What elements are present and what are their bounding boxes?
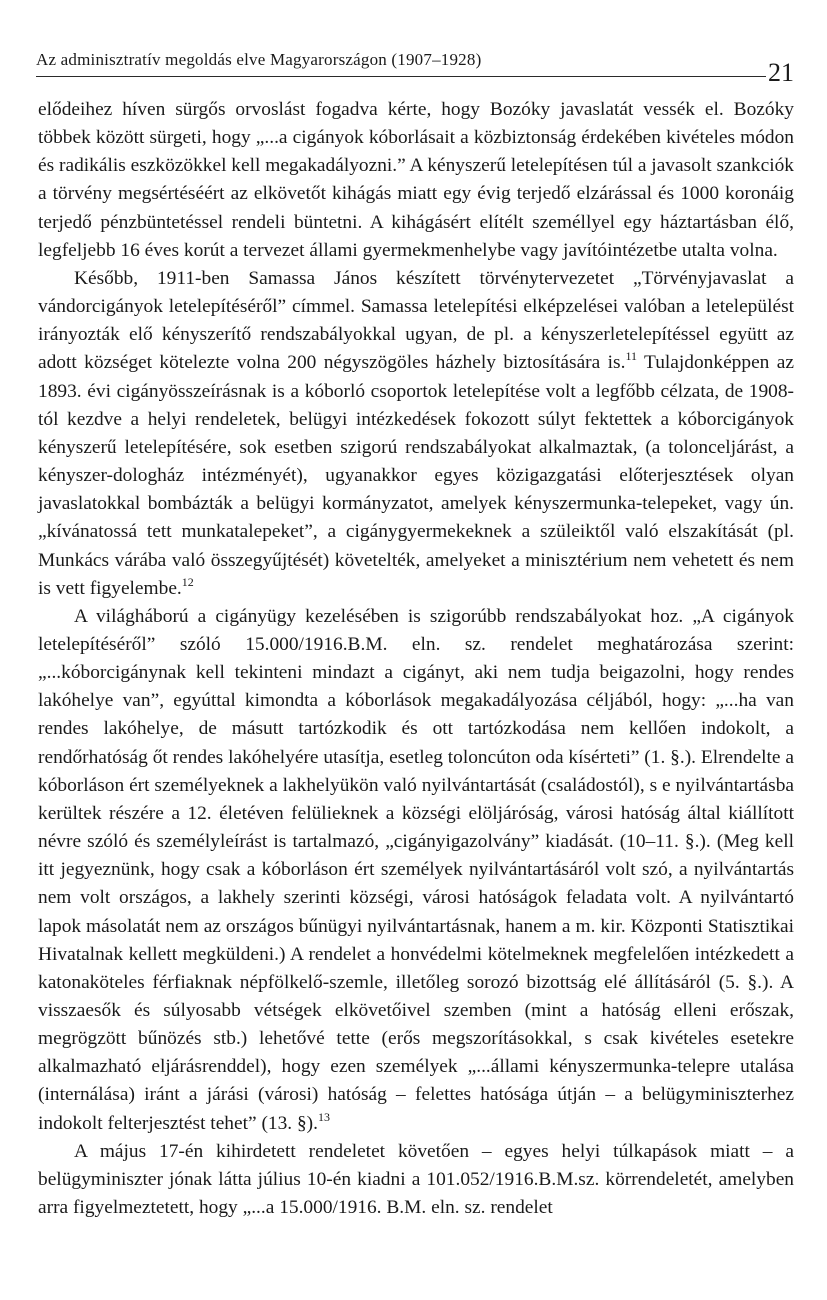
text-run: Később, 1911-ben Samassa János készített törvénytervezetet „Törvényjavaslat a vándorcigányok letelepítéséről” címmel. Samassa letelepítési elképzelései valóban a letelepülést irányozták elő kényszerítő rendszabályokkal ugyan, de pl. a kényszerletelepítéssel együtt az adott községet kötelezte volna 200 négyszögöles házhely biztosítására is. (38, 267, 794, 374)
text-run: Tulajdonképpen az 1893. évi cigányösszeírásnak is a kóborló csoportok letelepítése volt a legfőbb célzata, de 1908-tól kezdve a helyi rendeletek, belügyi intézkedések fokozott súlyt fektettek a kóborcigányok kényszerű letelepítésére, sok esetben szigorú rendszabályokat alkalmaztak, (a tolonceljárást, a kényszer-dologház intézményét), ugyanakkor egyes közigazgatási előterjesztések olyan javaslatokkal bombázták a belügyi kormányzatot, amelyek kényszermunka-telepeket, vagy ún. „kívánatossá tett munkatalepeket”, a cigánygyermekeknek a szüleiktől való elszakítását (pl. Munkács várába való összegyűjtését) követelték, amelyeket a minisztérium nem vehetett és nem is vett figyelembe. (38, 352, 794, 599)
text-run: A május 17-én kihirdetett rendeletet követően – egyes helyi túlkapások miatt – a belügyminiszter jónak látta július 10-én kiadni a 101.052/1916.B.M.sz. körrendeletét, amelyben arra figyelmeztetett, hogy „...a 15.000/1916. B.M. eln. sz. rendelet (38, 1140, 794, 1219)
paragraph-continuation (38, 96, 794, 265)
footnote-ref: 11 (625, 349, 637, 364)
text-run: elődeihez híven sürgős orvoslást fogadva kérte, hogy Bozóky javaslatát vessék el. Bozóky többek között sürgeti, hogy „...a cigányok kóborlásait a közbiztonság érdekében kivételes módon és radikális eszközökkel kell megakadályozni.” A kényszerű letelepítésen túl a javasolt szankciók a törvény megsértéséért az elkövetőt kihágás miatt egy évig terjedő elzárással és 1000 koronáig terjedő pénzbüntetéssel rendeli büntetni. A kihágásért elítélt személlyel egy háztartásban élő, legfeljebb 16 éves korút a tervezet állami gyermekmenhelybe vagy javítóintézetbe utalta volna. (38, 99, 794, 261)
text-run: A világháború a cigányügy kezelésében is szigorúbb rendszabályokat hoz. „A cigányok letelepítéséről” szóló 15.000/1916.B.M. eln. sz. rendelet meghatározása szerint: „...kóborcigánynak kell tekinteni mindazt a cigányt, aki nem tudja beigazolni, hogy rendes lakóhelye van”, egyúttal kimondta a kóborlások megakadályozása céljából, hogy: „...ha van rendes lakóhelye, de másutt tartózkodik és ott tartózkodása nem kellően indokolt, a rendőrhatóság őt rendes lakóhelyére utasítja, esetleg toloncúton oda kísérteti” (1. §.). Elrendelte a kóborláson ért személyeknek a lakhelyükön való nyilvántartását (családostól), s e nyilvántartásba kerültek részére a 12. életéven felülieknek a községi elöljáróság, városi hatóság által kiállított névre szóló és személyleírást is tartalmazó, „cigányigazolvány” kiadását. (10–11. §.). (Meg kell itt jegyeznünk, hogy csak a kóborláson ért személyek nyilvántartásáról volt szó, a nyilvántartás nem volt országos, a lakhely szerinti községi, városi hatóságok feladata volt. A nyilvántartó lapok másolatát nem az országos bűnügyi nyilvántartásnak, hanem a m. kir. Központi Statisztikai Hivatalnak kellett megküldeni.) A rendelet a honvédelmi kötelmeknek megfelelően intézkedett a katonaköteles férfiaknak népfölkelő-szemle, illetőleg sorozó bizottság elé állításáról (5. §.). A visszaesők és súlyosabb vétségek elkövetőivel szemben (mint a hatóság elleni erőszak, megrögzött bűnözés stb.) lehetővé tette (erős megszorításokkal, s csak kivételes esetekre alkalmazható eljárásrenddel), hogy ezen személyek „...állami kényszermunka-telepre utalása (internálása) iránt a járási (városi) hatóság – felettes hatósága útján – a belügyminiszterhez indokolt felterjesztést tehet” (13. §). (38, 605, 794, 1134)
body-text (38, 96, 794, 1222)
footnote-ref: 13 (318, 1109, 330, 1124)
paragraph (38, 1138, 794, 1222)
paragraph (38, 603, 794, 1138)
page-number: 21 (768, 58, 794, 87)
running-title: Az adminisztratív megoldás elve Magyarországon (1907–1928) (36, 50, 482, 69)
running-header (36, 46, 766, 77)
paragraph (38, 265, 794, 603)
footnote-ref: 12 (181, 574, 194, 589)
